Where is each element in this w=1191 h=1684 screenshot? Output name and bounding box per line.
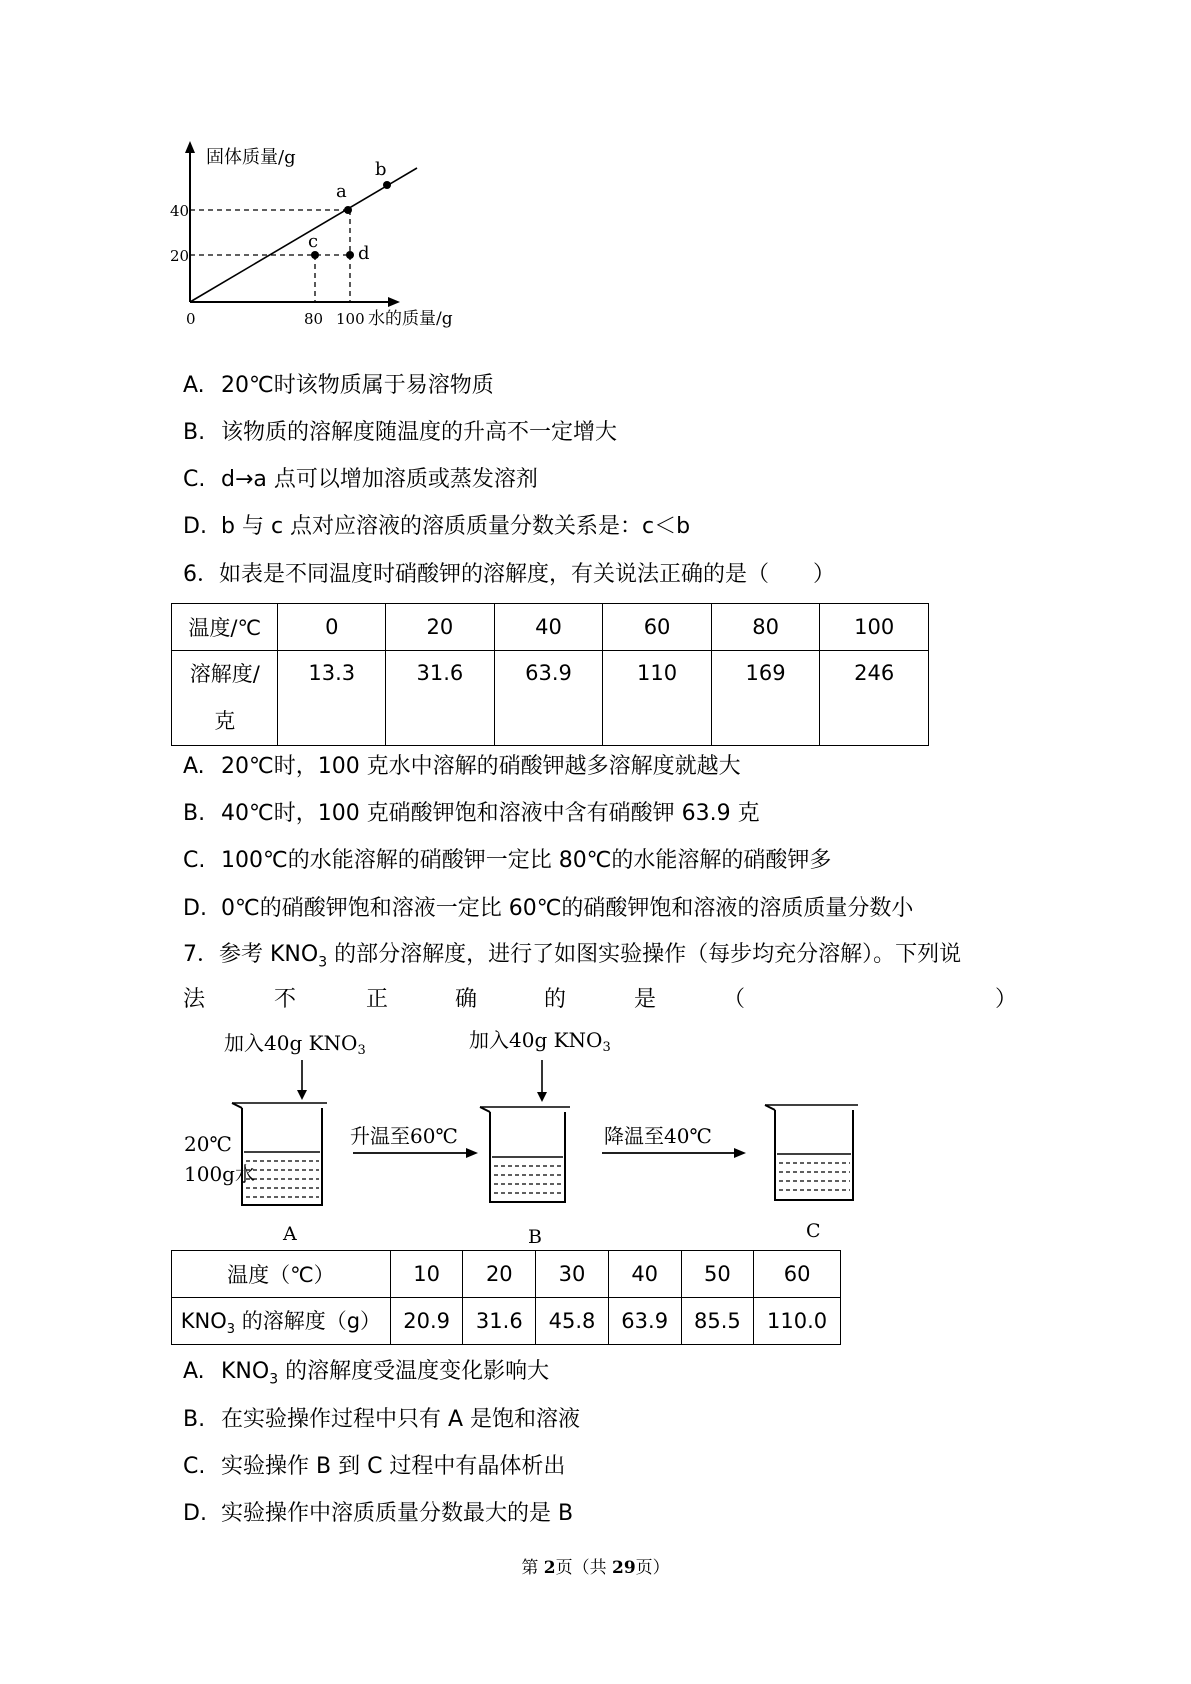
option-text: 实验操作中溶质质量分数最大的是 B: [221, 1501, 574, 1526]
q7-header-temp: 温度（℃）: [172, 1251, 391, 1298]
option-text: 20℃时该物质属于易溶物质: [221, 373, 494, 398]
solubility-graph: [160, 135, 460, 335]
table-cell: 45.8: [536, 1298, 609, 1345]
x-axis-label: 水的质量/g: [368, 309, 453, 329]
x-tick-0: 0: [186, 310, 196, 328]
option-text: 0℃的硝酸钾饱和溶液一定比 60℃的硝酸钾饱和溶液的溶质质量分数小: [221, 896, 914, 921]
q7-stem-char: 是: [634, 987, 657, 1012]
point-a: [344, 206, 352, 214]
beaker-label-c: C: [806, 1220, 821, 1242]
option-text: 该物质的溶解度随温度的升高不一定增大: [221, 420, 618, 445]
table-cell: 31.6: [386, 651, 495, 746]
option-label: B.: [183, 801, 206, 826]
table-cell: 31.6: [463, 1298, 536, 1345]
step-cool-label: 降温至40℃: [604, 1124, 712, 1148]
option-label: B.: [183, 420, 206, 445]
q7-stem-char: 法: [183, 987, 206, 1012]
x-tick-100: 100: [336, 310, 365, 328]
beaker-label-b: B: [528, 1226, 542, 1248]
q6-option-a: [183, 752, 741, 782]
option-label: C.: [183, 1454, 206, 1479]
option-text: 的溶解度受温度变化影响大: [278, 1359, 550, 1384]
q7-option-a: A. $KNO_3$ 的溶解度受温度变化影响大: [183, 1359, 550, 1388]
beaker-c: [765, 1105, 858, 1200]
table-cell: 110: [603, 651, 712, 746]
initial-water: 100g水: [184, 1162, 255, 1186]
header-line-1: 溶解度/: [189, 662, 260, 686]
table-cell: 246: [820, 651, 929, 746]
option-text: d→a 点可以增加溶质或蒸发溶剂: [221, 467, 538, 492]
beaker-label-a: A: [283, 1223, 297, 1245]
option-text: 40℃时，100 克硝酸钾饱和溶液中含有硝酸钾 63.9 克: [221, 801, 760, 826]
q6-header-temp: 温度/℃: [172, 604, 278, 651]
y-tick-20: 20: [170, 247, 190, 265]
q6-stem: 6．如表是不同温度时硝酸钾的溶解度，有关说法正确的是（ ）: [183, 562, 835, 587]
q7-option-d: [183, 1499, 573, 1529]
x-axis-arrow: [388, 297, 400, 307]
table-cell: 80: [711, 604, 820, 651]
q5-option-a: [183, 371, 494, 401]
table-cell: 20: [463, 1251, 536, 1298]
page-total: 29: [611, 1558, 636, 1578]
table-cell: 100: [820, 604, 929, 651]
data-line: [190, 168, 417, 302]
add-kno3-label-a: 加入40g $KNO_3$: [224, 1031, 366, 1058]
table-cell: 10: [390, 1251, 463, 1298]
q7-stem-char: 不: [274, 987, 297, 1012]
table-cell: 110.0: [754, 1298, 841, 1345]
step-heat-label: 升温至60℃: [350, 1124, 458, 1148]
q7-stem-char: 的: [544, 987, 567, 1012]
table-cell: 50: [681, 1251, 754, 1298]
option-label: C.: [183, 467, 206, 492]
page-footer: 第 2页（共 29页）: [521, 1558, 670, 1578]
q7-header-solubility: $KNO_3$ 的溶解度（g）: [172, 1298, 391, 1345]
q7-option-c: [183, 1452, 565, 1482]
q7-stem-char: ）: [995, 987, 1018, 1012]
option-label: A.: [183, 373, 205, 398]
option-label: D.: [183, 1501, 207, 1526]
option-label: D.: [183, 896, 207, 921]
q7-stem-char: 确: [455, 987, 478, 1012]
q7-stem-line1: 7．参考 $KNO_3$ 的部分溶解度，进行了如图实验操作（每步均充分溶解）。下列说: [183, 942, 962, 971]
point-label-c: c: [308, 231, 319, 252]
page-number: 2: [543, 1558, 556, 1578]
option-text: 实验操作 B 到 C 过程中有晶体析出: [221, 1454, 566, 1479]
q7-option-b: [183, 1405, 580, 1435]
point-label-a: a: [336, 181, 347, 202]
option-text: 20℃时，100 克水中溶解的硝酸钾越多溶解度就越大: [221, 754, 741, 779]
point-b: [383, 181, 391, 189]
table-cell: 20.9: [390, 1298, 463, 1345]
table-cell: 40: [494, 604, 603, 651]
y-axis-label: 固体质量/g: [206, 147, 296, 168]
option-text: 在实验操作过程中只有 A 是饱和溶液: [221, 1407, 581, 1432]
option-text: b 与 c 点对应溶液的溶质质量分数关系是：c＜b: [221, 514, 691, 539]
table-cell: 30: [536, 1251, 609, 1298]
option-text: 100℃的水能溶解的硝酸钾一定比 80℃的水能溶解的硝酸钾多: [221, 848, 832, 873]
q5-option-b: [183, 418, 617, 448]
table-cell: 20: [386, 604, 495, 651]
q7-table: [171, 1250, 841, 1345]
point-label-b: b: [375, 159, 387, 180]
table-cell: 13.3: [278, 651, 386, 746]
option-label: A.: [183, 1359, 205, 1384]
table-cell: 85.5: [681, 1298, 754, 1345]
table-cell: 40: [608, 1251, 681, 1298]
q7-stem-char: （: [723, 987, 746, 1012]
q5-option-d: [183, 512, 690, 542]
y-tick-40: 40: [170, 202, 190, 220]
q5-option-c: [183, 465, 538, 495]
y-axis-arrow: [185, 141, 195, 153]
q6-option-d: [183, 894, 913, 924]
experiment-figure: [180, 1030, 880, 1255]
x-tick-80: 80: [304, 310, 324, 328]
point-c: [311, 251, 319, 259]
beaker-b: [480, 1060, 570, 1202]
q6-option-b: [183, 799, 760, 829]
table-cell: 63.9: [608, 1298, 681, 1345]
point-d: [346, 251, 354, 259]
table-cell: 169: [711, 651, 820, 746]
q7-stem-char: 正: [366, 987, 389, 1012]
q6-header-solubility: [172, 651, 278, 746]
option-label: A.: [183, 754, 205, 779]
option-label: D.: [183, 514, 207, 539]
table-cell: 60: [754, 1251, 841, 1298]
initial-temp: 20℃: [184, 1132, 232, 1156]
header-line-2: 克: [214, 709, 236, 733]
table-cell: 63.9: [494, 651, 603, 746]
table-cell: 0: [278, 604, 386, 651]
option-label: C.: [183, 848, 206, 873]
point-label-d: d: [358, 243, 370, 264]
table-cell: 60: [603, 604, 712, 651]
q6-table: [171, 603, 929, 746]
q6-option-c: [183, 846, 831, 876]
option-label: B.: [183, 1407, 206, 1432]
add-kno3-label-b: 加入40g $KNO_3$: [469, 1030, 611, 1055]
